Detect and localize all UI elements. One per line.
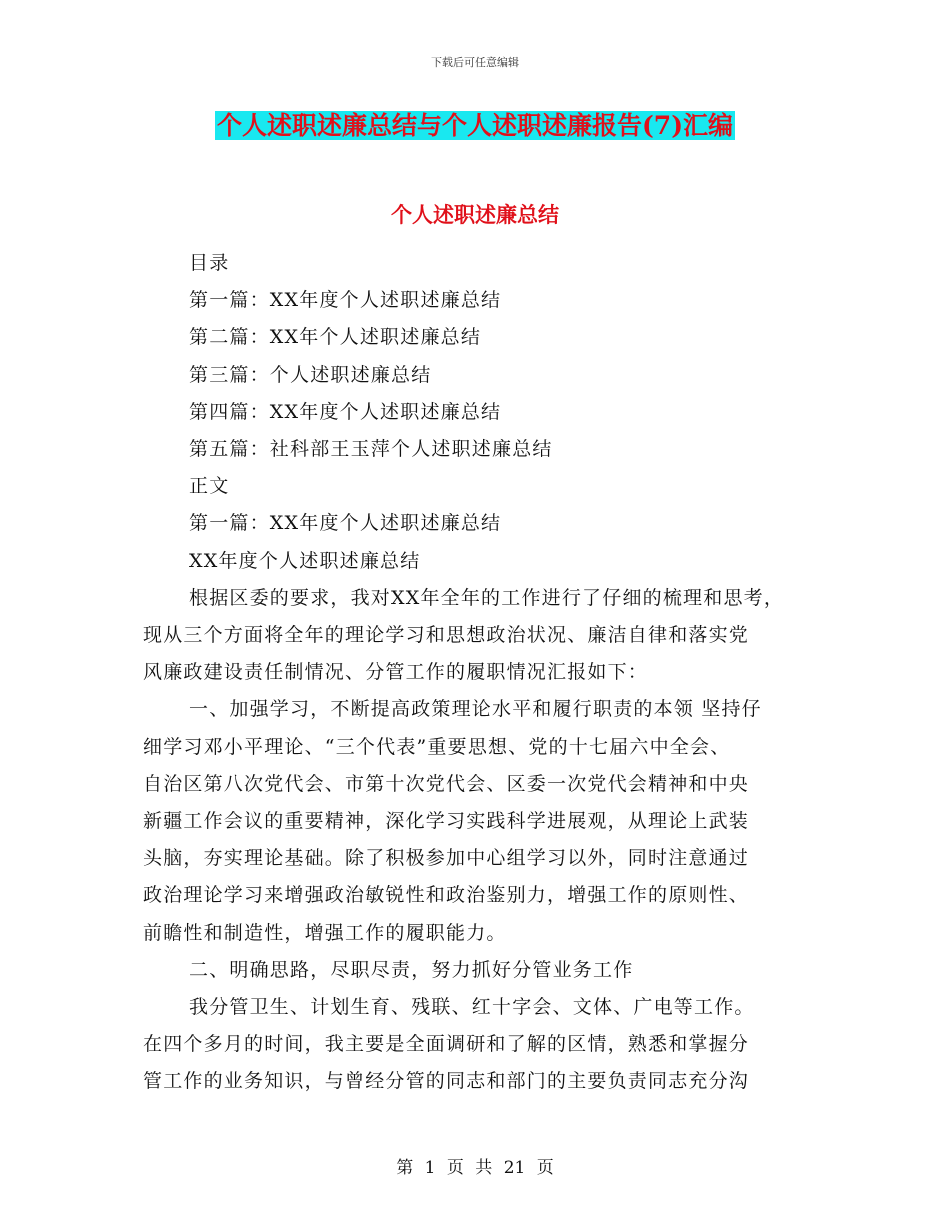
body-line: 细学习邓小平理论、“三个代表”重要思想、党的十七届六中全会、 <box>143 735 731 758</box>
body-line: 管工作的业务知识，与曾经分管的同志和部门的主要负责同志充分沟 <box>143 1070 750 1093</box>
body-line: 我分管卫生、计划生育、残联、红十字会、文体、广电等工作。 <box>189 996 755 1019</box>
body-line: 目录 <box>189 252 230 274</box>
body-line: 风廉政建设责任制情况、分管工作的履职情况汇报如下： <box>143 661 649 684</box>
body-line: 第四篇：XX年度个人述职述廉总结 <box>189 400 502 423</box>
body-line: 政治理论学习来增强政治敏锐性和政治鉴别力，增强工作的原则性、 <box>143 884 750 907</box>
body-line: 自治区第八次党代会、市第十次党代会、区委一次党代会精神和中央 <box>143 772 750 795</box>
body-line: 现从三个方面将全年的理论学习和思想政治状况、廉洁自律和落实党 <box>143 624 750 647</box>
body-line: 新疆工作会议的重要精神，深化学习实践科学进展观，从理论上武装 <box>143 810 750 833</box>
page-footer: 第 1 页 共 21 页 <box>396 1158 554 1178</box>
body-line: 在四个多月的时间，我主要是全面调研和了解的区情，熟悉和掌握分 <box>143 1033 750 1056</box>
document-body <box>143 245 823 1101</box>
section-title: 个人述职述廉总结 <box>391 202 559 227</box>
body-line: XX年度个人述职述廉总结 <box>189 549 421 572</box>
header-note: 下载后可任意编辑 <box>431 56 519 69</box>
document-title <box>0 108 950 144</box>
body-line: 正文 <box>189 475 230 498</box>
body-line: 第二篇：XX年个人述职述廉总结 <box>189 326 482 349</box>
document-title-text: 个人述职述廉总结与个人述职述廉报告(7)汇编 <box>216 111 734 140</box>
body-line: 第五篇：社科部王玉萍个人述职述廉总结 <box>189 438 553 461</box>
body-line: 一、加强学习，不断提高政策理论水平和履行职责的本领 坚持仔 <box>189 698 762 721</box>
body-line: 头脑，夯实理论基础。除了积极参加中心组学习以外，同时注意通过 <box>143 847 750 870</box>
body-line: 第一篇：XX年度个人述职述廉总结 <box>189 289 502 312</box>
body-line: 二、明确思路，尽职尽责，努力抓好分管业务工作 <box>189 958 634 981</box>
body-line: 根据区委的要求，我对XX年全年的工作进行了仔细的梳理和思考， <box>189 586 785 609</box>
body-line: 第一篇：XX年度个人述职述廉总结 <box>189 512 502 535</box>
body-line: 前瞻性和制造性，增强工作的履职能力。 <box>143 921 507 944</box>
body-line: 第三篇：个人述职述廉总结 <box>189 363 432 386</box>
